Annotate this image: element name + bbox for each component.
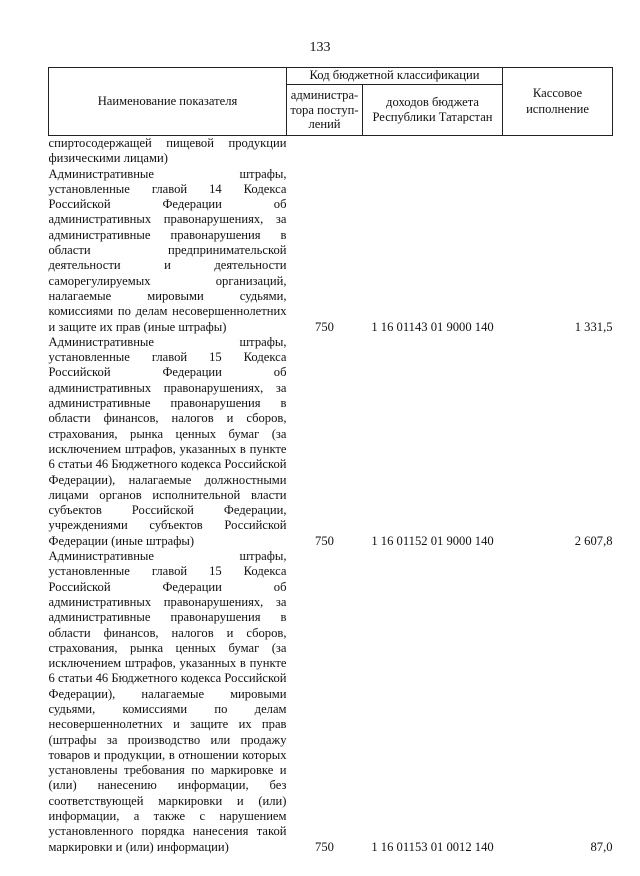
row-admin-code [287, 136, 363, 167]
row-amount [503, 136, 613, 167]
row-amount: 2 607,8 [574, 533, 613, 548]
column-header-cash-execution: Кассовое исполнение [503, 68, 613, 136]
budget-table [48, 67, 613, 855]
row-admin-code: 750 [315, 839, 334, 854]
row-name: спиртосодержащей пищевой продукции физическими лицами) [48, 136, 287, 166]
table-row [49, 335, 613, 549]
row-revenue-code: 1 16 01143 01 9000 140 [371, 319, 494, 334]
row-admin-code: 750 [315, 533, 334, 548]
column-header-revenue-code: доходов бюджета Республики Татарстан [363, 85, 503, 136]
row-name: Административные штрафы, установленные главой 15 Кодекса Российской Федерации об административных правонарушениях, за административные правонарушения в области финансов, налогов и сборов, страхования, рынка ценных бумаг (за исключением штрафов, указанных в пункте 6 статьи 46 Бюджетного кодекса Российской Федерации), налагаемые мировыми судьями, комиссиями по делам несовершеннолетних и защите их прав (штрафы за производство или продажу товаров и продукции, в отношении которых установлены требования по маркировке и (или) нанесению информации, без соответствующей маркировки и (или) информации, а также с нарушением установленного порядка нанесения такой маркировки и (или) информации) [48, 549, 287, 854]
column-header-admin-code: администра-тора поступ-лений [287, 85, 363, 136]
table-row [49, 549, 613, 855]
column-header-indicator: Наименование показателя [49, 68, 287, 136]
row-revenue-code: 1 16 01153 01 0012 140 [371, 839, 494, 854]
table-body [49, 136, 613, 855]
page-number: 133 [309, 40, 331, 55]
row-revenue-code: 1 16 01152 01 9000 140 [371, 533, 494, 548]
table-row [49, 167, 613, 335]
row-revenue-code [363, 136, 503, 167]
row-admin-code: 750 [315, 319, 334, 334]
row-amount: 1 331,5 [574, 319, 613, 334]
row-amount: 87,0 [590, 839, 613, 854]
row-name: Административные штрафы, установленные главой 14 Кодекса Российской Федерации об административных правонарушениях, за административные правонарушения в области предпринимательской деятельности и деятельности саморегулируемых организаций, налагаемые мировыми судьями, комиссиями по делам несовершеннолетних и защите их прав (иные штрафы) [48, 166, 287, 334]
column-header-classification: Код бюджетной классификации [287, 68, 503, 85]
table-row [49, 136, 613, 167]
table-header [49, 68, 613, 136]
row-name: Административные штрафы, установленные главой 15 Кодекса Российской Федерации об административных правонарушениях, за административные правонарушения в области финансов, налогов и сборов, страхования, рынка ценных бумаг (за исключением штрафов, указанных в пункте 6 статьи 46 Бюджетного кодекса Российской Федерации), налагаемые должностными лицами органов исполнительной власти субъектов Российской Федерации, учреждениями субъектов Российской Федерации (иные штрафы) [48, 334, 287, 548]
